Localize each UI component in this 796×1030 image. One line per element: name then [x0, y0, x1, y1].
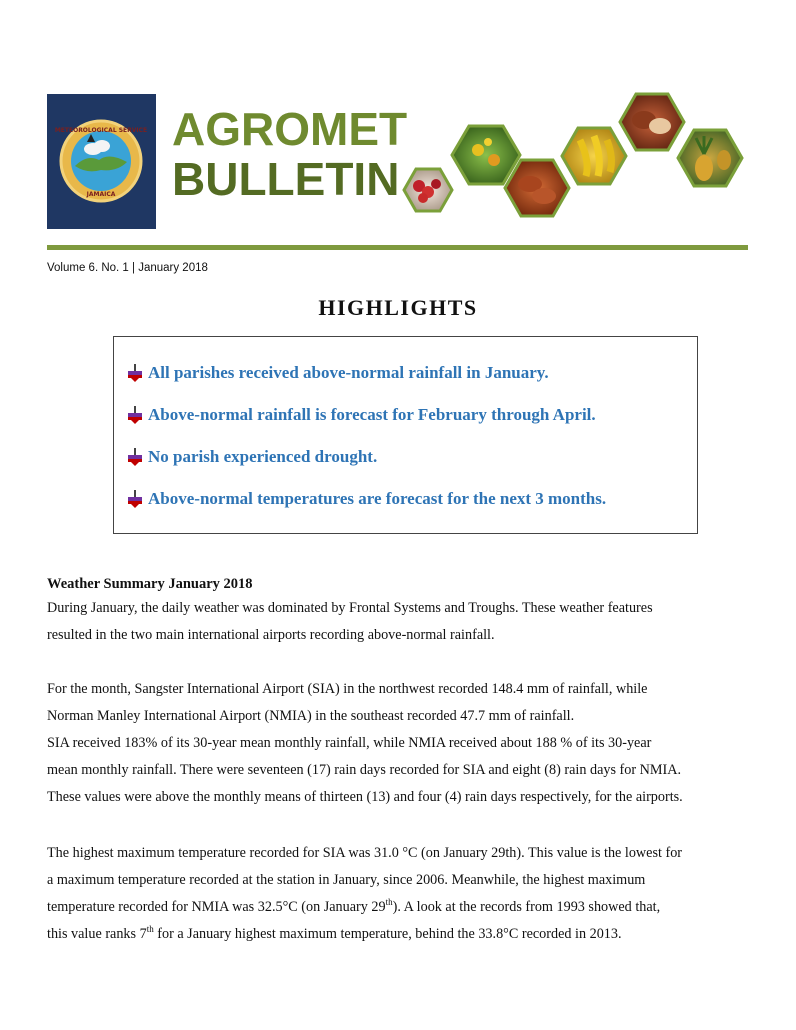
met-service-emblem-icon	[47, 94, 156, 229]
bulletin-title	[172, 104, 407, 204]
highlights-heading: HIGHLIGHTS	[318, 295, 478, 320]
ackee-image	[452, 126, 520, 184]
header-divider	[47, 245, 748, 250]
highlight-text: Above-normal rainfall is forecast for February through April.	[148, 405, 596, 424]
superscript: th	[385, 897, 393, 907]
body-text-line: During January, the daily weather was dominated by Frontal Systems and Troughs. These weather features	[47, 600, 653, 616]
body-text-line: These values were above the monthly means of thirteen (13) and four (4) rain days respectively, for the airports.	[47, 789, 683, 805]
highlight-text: All parishes received above-normal rainfall in January.	[148, 363, 549, 382]
title-line-2: BULLETIN	[172, 153, 400, 205]
pin-bullet-icon	[126, 489, 144, 509]
banana-image	[562, 128, 626, 184]
body-text-segment: temperature recorded for NMIA was 32.5°C (on January 29	[47, 899, 386, 915]
body-text-segment: this value ranks 7	[47, 926, 147, 942]
highlight-item	[126, 447, 377, 467]
pineapple-image	[678, 130, 742, 186]
body-text-line: Norman Manley International Airport (NMIA) in the southeast recorded 47.7 mm of rainfall.	[47, 708, 575, 724]
sweet-potato-image	[505, 160, 569, 216]
body-text-segment: ). A look at the records from 1993 showed that,	[392, 899, 661, 915]
body-text-line	[47, 926, 622, 943]
title-line-1: AGROMET	[172, 103, 408, 155]
body-text-line: mean monthly rainfall. There were seventeen (17) rain days recorded for SIA and eight (8) rain days for NMIA.	[47, 762, 682, 778]
highlights-box	[113, 336, 698, 534]
body-text-line: a maximum temperature recorded at the station in January, since 2006. Meanwhile, the highest maximum	[47, 872, 646, 888]
produce-hexagon-images	[392, 88, 752, 228]
highlight-item	[126, 489, 606, 509]
weather-summary-heading: Weather Summary January 2018	[47, 576, 253, 592]
highlight-text: Above-normal temperatures are forecast for the next 3 months.	[148, 489, 607, 508]
yam-image	[620, 94, 684, 150]
superscript: th	[146, 924, 154, 934]
logo-emblem-text-bottom: JAMAICA	[86, 191, 116, 198]
logo-emblem-text-top: METEOROLOGICAL SERVICE	[54, 127, 148, 134]
coffee-cherries-image	[404, 169, 452, 211]
pin-bullet-icon	[126, 363, 144, 383]
highlight-item	[126, 405, 596, 425]
highlight-text: No parish experienced drought.	[148, 447, 378, 466]
highlight-item	[126, 363, 549, 383]
body-text-line: For the month, Sangster International Airport (SIA) in the northwest recorded 148.4 mm of rainfall, while	[47, 681, 648, 697]
volume-issue-label: Volume 6. No. 1 | January 2018	[47, 262, 208, 274]
body-text-line	[47, 899, 660, 916]
body-text-line: resulted in the two main international airports recording above-normal rainfall.	[47, 627, 495, 643]
body-text-segment: for a January highest maximum temperature, behind the 33.8°C recorded in 2013.	[153, 926, 622, 942]
pin-bullet-icon	[126, 405, 144, 425]
body-text-line: The highest maximum temperature recorded for SIA was 31.0 °C (on January 29th). This value is the lowest for	[47, 845, 683, 861]
pin-bullet-icon	[126, 447, 144, 467]
body-text-line: SIA received 183% of its 30-year mean monthly rainfall, while NMIA received about 188 % of its 30-year	[47, 735, 652, 751]
met-service-logo	[47, 94, 156, 229]
